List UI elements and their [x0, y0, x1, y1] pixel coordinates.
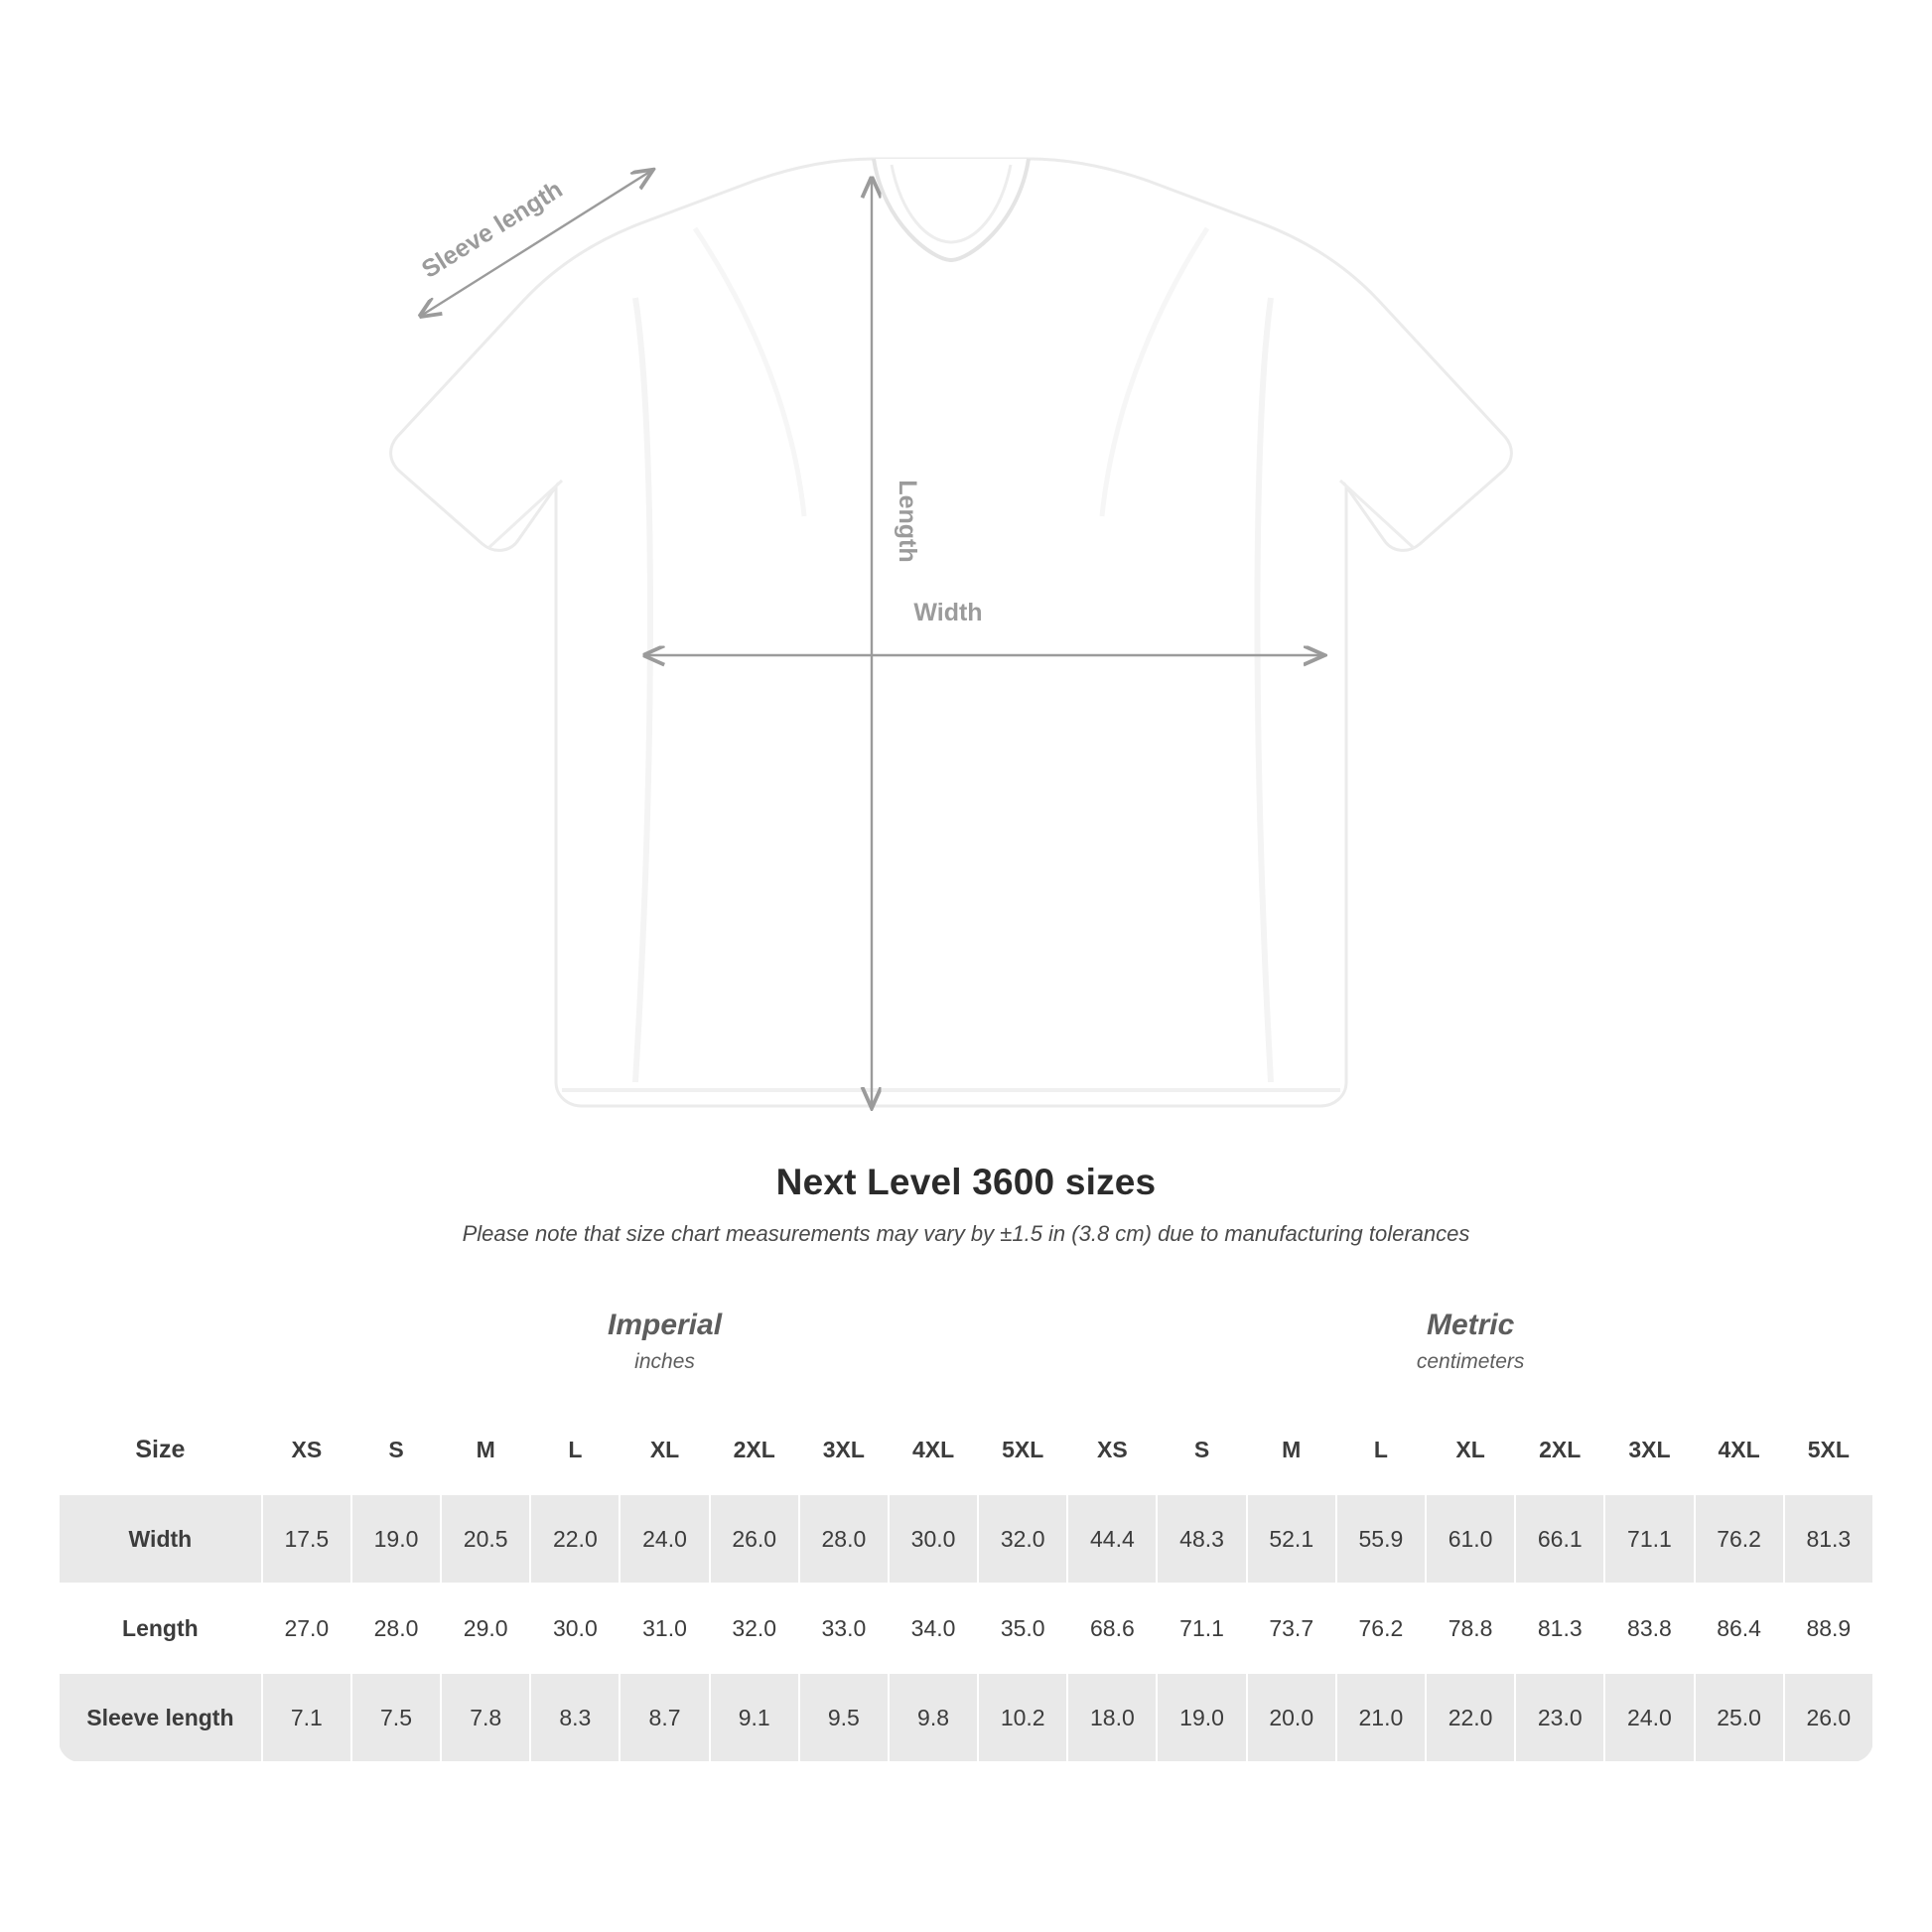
header-size-imperial-m: M [441, 1405, 530, 1494]
cell-sleeve-metric-s: 19.0 [1157, 1673, 1246, 1762]
header-size-metric-xl: XL [1426, 1405, 1515, 1494]
cell-width-imperial-xl: 24.0 [620, 1494, 709, 1584]
unit-header-imperial [262, 1282, 1068, 1405]
header-size-imperial-xl: XL [620, 1405, 709, 1494]
cell-sleeve-imperial-xl: 8.7 [620, 1673, 709, 1762]
chart-note: Please note that size chart measurements may vary by ±1.5 in (3.8 cm) due to manufacturing tolerances [462, 1221, 1470, 1246]
cell-sleeve-imperial-3xl: 9.5 [799, 1673, 889, 1762]
cell-sleeve-metric-xs: 18.0 [1067, 1673, 1157, 1762]
size-table-wrapper [58, 1281, 1874, 1763]
cell-length-metric-5xl: 88.9 [1784, 1584, 1873, 1673]
cell-width-metric-5xl: 81.3 [1784, 1494, 1873, 1584]
cell-sleeve-metric-xl: 22.0 [1426, 1673, 1515, 1762]
row-label-length: Length [59, 1584, 262, 1673]
cell-sleeve-metric-5xl: 26.0 [1784, 1673, 1873, 1762]
cell-sleeve-imperial-m: 7.8 [441, 1673, 530, 1762]
cell-length-imperial-l: 30.0 [530, 1584, 620, 1673]
table-row [59, 1584, 1873, 1673]
cell-length-imperial-s: 28.0 [351, 1584, 441, 1673]
table-unit-header-row [59, 1282, 1873, 1405]
cell-sleeve-metric-l: 21.0 [1336, 1673, 1426, 1762]
cell-width-metric-3xl: 71.1 [1604, 1494, 1694, 1584]
cell-sleeve-metric-2xl: 23.0 [1515, 1673, 1604, 1762]
unit-sub-imperial: inches [634, 1350, 695, 1373]
cell-width-imperial-5xl: 32.0 [978, 1494, 1067, 1584]
header-size-metric-4xl: 4XL [1695, 1405, 1784, 1494]
header-size-metric-5xl: 5XL [1784, 1405, 1873, 1494]
header-size-imperial-xs: XS [262, 1405, 351, 1494]
cell-width-imperial-4xl: 30.0 [889, 1494, 978, 1584]
sleeve-length-label: Sleeve length [417, 175, 568, 284]
cell-length-metric-s: 71.1 [1157, 1584, 1246, 1673]
cell-length-imperial-5xl: 35.0 [978, 1584, 1067, 1673]
header-size-imperial-2xl: 2XL [710, 1405, 799, 1494]
cell-width-imperial-s: 19.0 [351, 1494, 441, 1584]
cell-length-metric-4xl: 86.4 [1695, 1584, 1784, 1673]
header-size-imperial-5xl: 5XL [978, 1405, 1067, 1494]
header-size-metric-3xl: 3XL [1604, 1405, 1694, 1494]
header-size-metric-2xl: 2XL [1515, 1405, 1604, 1494]
cell-length-imperial-m: 29.0 [441, 1584, 530, 1673]
width-label: Width [913, 599, 983, 626]
header-size-metric-xs: XS [1067, 1405, 1157, 1494]
unit-name-imperial: Imperial [607, 1309, 723, 1341]
cell-width-metric-xs: 44.4 [1067, 1494, 1157, 1584]
cell-length-metric-l: 76.2 [1336, 1584, 1426, 1673]
cell-length-metric-xs: 68.6 [1067, 1584, 1157, 1673]
cell-length-imperial-3xl: 33.0 [799, 1584, 889, 1673]
cell-length-imperial-4xl: 34.0 [889, 1584, 978, 1673]
header-size-label: Size [59, 1405, 262, 1494]
table-row [59, 1494, 1873, 1584]
cell-length-metric-2xl: 81.3 [1515, 1584, 1604, 1673]
cell-length-metric-xl: 78.8 [1426, 1584, 1515, 1673]
header-size-imperial-s: S [351, 1405, 441, 1494]
length-label: Length [894, 480, 921, 563]
unit-header-spacer [59, 1282, 262, 1405]
cell-sleeve-metric-4xl: 25.0 [1695, 1673, 1784, 1762]
cell-width-imperial-xs: 17.5 [262, 1494, 351, 1584]
header-size-imperial-l: L [530, 1405, 620, 1494]
table-size-header-row [59, 1405, 1873, 1494]
cell-width-metric-m: 52.1 [1247, 1494, 1336, 1584]
header-size-metric-l: L [1336, 1405, 1426, 1494]
cell-width-metric-4xl: 76.2 [1695, 1494, 1784, 1584]
cell-length-metric-m: 73.7 [1247, 1584, 1336, 1673]
cell-width-metric-2xl: 66.1 [1515, 1494, 1604, 1584]
header-size-imperial-3xl: 3XL [799, 1405, 889, 1494]
row-label-sleeve-length: Sleeve length [59, 1673, 262, 1762]
cell-length-imperial-xl: 31.0 [620, 1584, 709, 1673]
unit-sub-metric: centimeters [1416, 1350, 1525, 1373]
cell-width-imperial-2xl: 26.0 [710, 1494, 799, 1584]
unit-header-metric [1067, 1282, 1873, 1405]
header-size-metric-s: S [1157, 1405, 1246, 1494]
chart-title: Next Level 3600 sizes [775, 1162, 1157, 1202]
cell-width-metric-xl: 61.0 [1426, 1494, 1515, 1584]
table-row [59, 1673, 1873, 1762]
cell-length-imperial-xs: 27.0 [262, 1584, 351, 1673]
cell-sleeve-imperial-4xl: 9.8 [889, 1673, 978, 1762]
cell-width-imperial-3xl: 28.0 [799, 1494, 889, 1584]
cell-length-imperial-2xl: 32.0 [710, 1584, 799, 1673]
tshirt-shape [391, 159, 1512, 1106]
cell-sleeve-imperial-2xl: 9.1 [710, 1673, 799, 1762]
header-size-imperial-4xl: 4XL [889, 1405, 978, 1494]
cell-sleeve-imperial-l: 8.3 [530, 1673, 620, 1762]
cell-sleeve-imperial-xs: 7.1 [262, 1673, 351, 1762]
cell-length-metric-3xl: 83.8 [1604, 1584, 1694, 1673]
cell-sleeve-metric-m: 20.0 [1247, 1673, 1336, 1762]
cell-width-metric-s: 48.3 [1157, 1494, 1246, 1584]
title-block [0, 1162, 1932, 1247]
cell-sleeve-metric-3xl: 24.0 [1604, 1673, 1694, 1762]
unit-name-metric: Metric [1426, 1309, 1515, 1341]
cell-sleeve-imperial-s: 7.5 [351, 1673, 441, 1762]
size-table [58, 1281, 1874, 1763]
cell-width-imperial-l: 22.0 [530, 1494, 620, 1584]
cell-sleeve-imperial-5xl: 10.2 [978, 1673, 1067, 1762]
cell-width-imperial-m: 20.5 [441, 1494, 530, 1584]
cell-width-metric-l: 55.9 [1336, 1494, 1426, 1584]
row-label-width: Width [59, 1494, 262, 1584]
header-size-metric-m: M [1247, 1405, 1336, 1494]
